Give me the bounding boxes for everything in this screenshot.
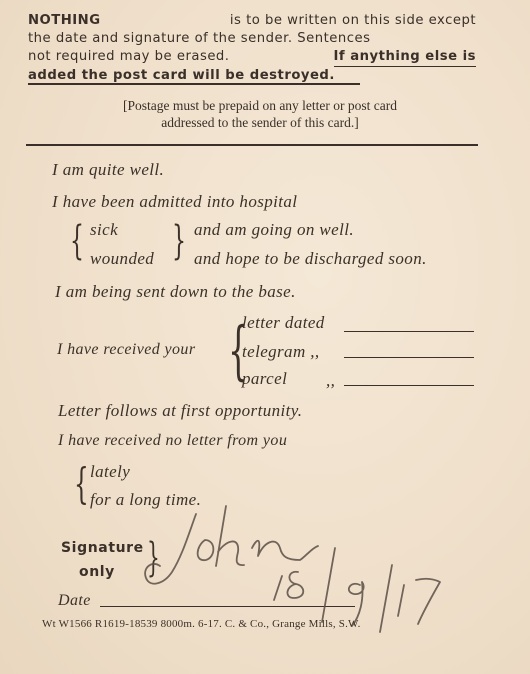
sentence-letter-follows: Letter follows at first opportunity.: [58, 401, 303, 420]
option-lately: lately: [90, 462, 131, 481]
option-letter-dated: letter dated: [242, 313, 325, 332]
sentence-quite-well: I am quite well.: [52, 160, 165, 179]
notice-line-2: the date and signature of the sender. Sentences: [28, 31, 371, 46]
signature-only-label: only: [79, 564, 115, 580]
notice-line-3-a: not required may be erased.: [28, 49, 230, 64]
notice-warning-a: If anything else is: [334, 48, 476, 67]
option-sick: sick: [90, 220, 119, 239]
sentence-admitted: I have been admitted into hospital: [52, 192, 298, 211]
brace-right-sick-wounded: }: [172, 218, 186, 264]
parcel-ditto: ,,: [326, 371, 336, 390]
brace-signature: }: [147, 535, 160, 581]
sentence-no-letter: I have received no letter from you: [58, 432, 288, 449]
notice-warning-b: added the post card will be destroyed.: [28, 68, 335, 83]
brace-no-letter: {: [74, 459, 89, 508]
postage-line-1: [Postage must be prepaid on any letter or post card: [122, 98, 398, 113]
sentence-base: I am being sent down to the base.: [55, 282, 296, 301]
option-long-time: for a long time.: [90, 490, 202, 509]
date-label: Date: [58, 592, 91, 609]
option-wounded: wounded: [90, 249, 155, 268]
option-parcel: parcel: [242, 369, 288, 388]
sentence-discharged: and hope to be discharged soon.: [194, 249, 427, 268]
sentence-going-on-well: and am going on well.: [194, 220, 354, 239]
printer-imprint: Wt W1566 R1619-18539 8000m. 6-17. C. & Co., Grange Mills, S.W.: [42, 618, 361, 630]
sentence-received: I have received your: [57, 341, 196, 358]
signature-label: Signature: [61, 540, 144, 556]
brace-received: {: [228, 314, 249, 388]
notice-nothing: NOTHING: [28, 13, 101, 28]
notice-line-1-rest: is to be written on this side except: [229, 13, 476, 28]
option-telegram: telegram ,,: [242, 342, 320, 361]
postage-line-2: addressed to the sender of this card.]: [161, 115, 359, 130]
brace-left-sick-wounded: {: [70, 218, 84, 264]
